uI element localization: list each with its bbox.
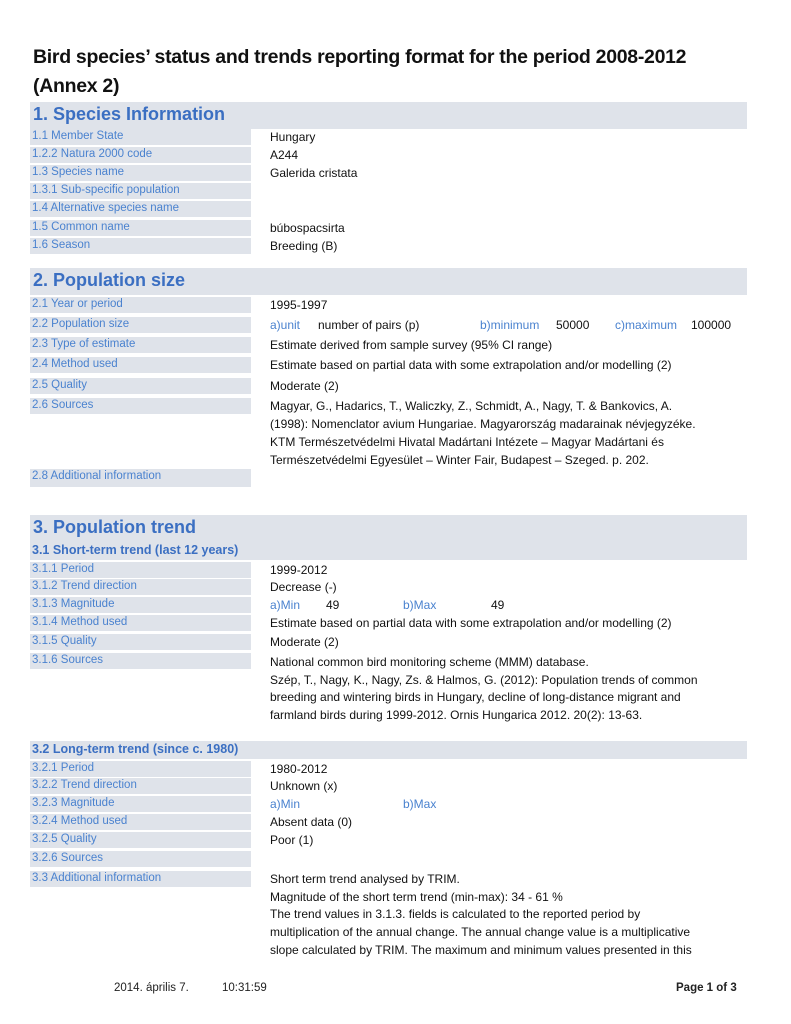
- label-alternative-species-name: 1.4 Alternative species name: [30, 201, 251, 217]
- label-quality: 2.5 Quality: [30, 378, 251, 394]
- label-additional-information: 2.8 Additional information: [30, 469, 251, 487]
- sources-line: KTM Természetvédelmi Hivatal Madártani Intézete – Magyar Madártani és: [270, 435, 664, 449]
- short-min-value: 49: [326, 598, 340, 612]
- maximum-value: 100000: [691, 318, 732, 332]
- short-max-value: 49: [491, 598, 505, 612]
- value-season: Breeding (B): [270, 239, 338, 253]
- sources-line: Természetvédelmi Egyesület – Winter Fair, Budapest – Szeged. p. 202.: [270, 453, 649, 467]
- footer-time: 10:31:59: [222, 982, 267, 994]
- minimum-label: b)minimum: [480, 318, 540, 332]
- section-header-species-information: 1. Species Information: [30, 102, 747, 129]
- value-year-or-period: 1995-1997: [270, 298, 328, 312]
- label-long-sources: 3.2.6 Sources: [30, 851, 251, 867]
- subsection-header-long-term-trend: 3.2 Long-term trend (since c. 1980): [30, 741, 747, 759]
- value-short-period: 1999-2012: [270, 563, 328, 577]
- label-short-sources: 3.1.6 Sources: [30, 653, 251, 669]
- short-min-label: a)Min: [270, 598, 301, 612]
- label-common-name: 1.5 Common name: [30, 220, 251, 236]
- value-long-quality: Poor (1): [270, 833, 314, 847]
- label-member-state: 1.1 Member State: [30, 129, 251, 145]
- value-type-of-estimate: Estimate derived from sample survey (95% CI range): [270, 338, 553, 352]
- footer-page-number: Page 1 of 3: [676, 982, 737, 994]
- label-short-period: 3.1.1 Period: [30, 562, 251, 578]
- minimum-value: 50000: [556, 318, 590, 332]
- label-short-method-used: 3.1.4 Method used: [30, 615, 251, 631]
- label-long-trend-direction: 3.2.2 Trend direction: [30, 778, 251, 794]
- value-common-name: búbospacsirta: [270, 221, 345, 235]
- label-long-magnitude: 3.2.3 Magnitude: [30, 796, 251, 812]
- additional-info-line: The trend values in 3.1.3. fields is calculated to the reported period by: [270, 907, 641, 921]
- label-long-quality: 3.2.5 Quality: [30, 832, 251, 848]
- label-short-magnitude: 3.1.3 Magnitude: [30, 597, 251, 613]
- sources-line: (1998): Nomenclator avium Hungariae. Magyarország madarainak névjegyzéke.: [270, 417, 696, 431]
- short-max-label: b)Max: [403, 598, 437, 612]
- label-long-method-used: 3.2.4 Method used: [30, 814, 251, 830]
- footer-date: 2014. április 7.: [114, 982, 189, 994]
- unit-label: a)unit: [270, 318, 301, 332]
- additional-info-line: Magnitude of the short term trend (min-max): 34 - 61 %: [270, 890, 563, 904]
- value-species-name: Galerida cristata: [270, 166, 358, 180]
- value-short-quality: Moderate (2): [270, 635, 339, 649]
- label-short-quality: 3.1.5 Quality: [30, 634, 251, 650]
- value-method-used: Estimate based on partial data with some extrapolation and/or modelling (2): [270, 358, 672, 372]
- additional-info-line: multiplication of the annual change. The annual change value is a multiplicative: [270, 925, 691, 939]
- label-trend-additional-information: 3.3 Additional information: [30, 871, 251, 887]
- label-species-name: 1.3 Species name: [30, 165, 251, 181]
- short-sources-line: Szép, T., Nagy, K., Nagy, Zs. & Halmos, G. (2012): Population trends of common: [270, 673, 698, 687]
- label-population-size: 2.2 Population size: [30, 317, 251, 333]
- label-method-used: 2.4 Method used: [30, 357, 251, 373]
- sources-line: Magyar, G., Hadarics, T., Waliczky, Z., Schmidt, A., Nagy, T. & Bankovics, A.: [270, 399, 673, 413]
- additional-info-line: Short term trend analysed by TRIM.: [270, 872, 460, 886]
- section-header-population-trend: 3. Population trend: [30, 515, 747, 542]
- label-long-period: 3.2.1 Period: [30, 761, 251, 777]
- short-sources-line: farmland birds during 1999-2012. Ornis Hungarica 2012. 20(2): 13-63.: [270, 708, 643, 722]
- maximum-label: c)maximum: [615, 318, 677, 332]
- label-sources: 2.6 Sources: [30, 398, 251, 414]
- short-sources-line: National common bird monitoring scheme (MMM) database.: [270, 655, 589, 669]
- additional-info-line: slope calculated by TRIM. The maximum and minimum values presented in this: [270, 943, 692, 957]
- unit-value: number of pairs (p): [318, 318, 420, 332]
- document-title-line1: Bird species’ status and trends reporting format for the period 2008-2012: [33, 46, 687, 68]
- long-min-label: a)Min: [270, 797, 301, 811]
- value-quality: Moderate (2): [270, 379, 339, 393]
- label-sub-specific-population: 1.3.1 Sub-specific population: [30, 183, 251, 199]
- label-type-of-estimate: 2.3 Type of estimate: [30, 337, 251, 353]
- label-season: 1.6 Season: [30, 238, 251, 254]
- value-long-period: 1980-2012: [270, 762, 328, 776]
- label-year-or-period: 2.1 Year or period: [30, 297, 251, 313]
- short-sources-line: breeding and wintering birds in Hungary, decline of long-distance migrant and: [270, 690, 681, 704]
- label-short-trend-direction: 3.1.2 Trend direction: [30, 579, 251, 595]
- value-short-trend-direction: Decrease (-): [270, 580, 337, 594]
- value-long-method-used: Absent data (0): [270, 815, 353, 829]
- label-natura-code: 1.2.2 Natura 2000 code: [30, 147, 251, 163]
- section-header-population-size: 2. Population size: [30, 268, 747, 295]
- value-long-trend-direction: Unknown (x): [270, 779, 338, 793]
- value-member-state: Hungary: [270, 130, 316, 144]
- long-max-label: b)Max: [403, 797, 437, 811]
- document-title-line2: (Annex 2): [33, 75, 120, 97]
- subsection-header-short-term-trend: 3.1 Short-term trend (last 12 years): [30, 542, 747, 560]
- value-short-method-used: Estimate based on partial data with some extrapolation and/or modelling (2): [270, 616, 672, 630]
- value-natura-code: A244: [270, 148, 299, 162]
